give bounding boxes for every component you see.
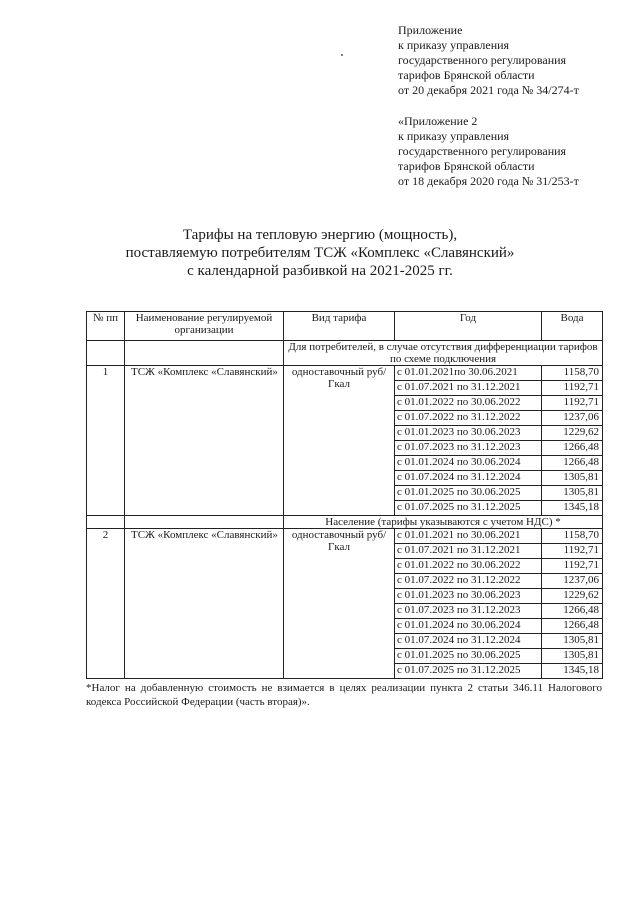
tariff-table bbox=[86, 311, 603, 679]
tariff-value: 1237,06 bbox=[542, 411, 603, 426]
tariff-value: 1229,62 bbox=[542, 589, 603, 604]
period-cell: с 01.01.2024 по 30.06.2024 bbox=[395, 456, 542, 471]
organization-name: ТСЖ «Комплекс «Славянский» bbox=[125, 529, 284, 679]
tariff-value: 1192,71 bbox=[542, 396, 603, 411]
period-cell: с 01.07.2023 по 31.12.2023 bbox=[395, 604, 542, 619]
tariff-value: 1266,48 bbox=[542, 441, 603, 456]
period-cell: с 01.07.2023 по 31.12.2023 bbox=[395, 441, 542, 456]
header-year: Год bbox=[395, 312, 542, 341]
empty-cell bbox=[87, 516, 125, 529]
tariff-type: одноставочный руб/Гкал bbox=[284, 366, 395, 516]
group-caption-row bbox=[87, 516, 603, 529]
tariff-value: 1345,18 bbox=[542, 664, 603, 679]
period-cell: с 01.01.2024 по 30.06.2024 bbox=[395, 619, 542, 634]
tariff-value: 1305,81 bbox=[542, 634, 603, 649]
appendix-line: к приказу управления bbox=[398, 129, 510, 143]
tariff-value: 1192,71 bbox=[542, 559, 603, 574]
tariff-value: 1158,70 bbox=[542, 366, 603, 381]
period-cell: с 01.01.2025 по 30.06.2025 bbox=[395, 649, 542, 664]
appendix-line: государственного регулирования bbox=[398, 144, 567, 158]
header-num: № пп bbox=[87, 312, 125, 341]
appendix-line: тарифов Брянской области bbox=[398, 68, 535, 82]
appendix-block-original bbox=[398, 114, 579, 189]
empty-cell bbox=[125, 516, 284, 529]
appendix-line: Приложение bbox=[398, 23, 463, 37]
header-org: Наименование регулируемой организации bbox=[125, 312, 284, 341]
period-cell: с 01.01.2023 по 30.06.2023 bbox=[395, 589, 542, 604]
scan-speck bbox=[341, 54, 343, 56]
table-header-row bbox=[87, 312, 603, 341]
period-cell: с 01.07.2022 по 31.12.2022 bbox=[395, 574, 542, 589]
tariff-value: 1345,18 bbox=[542, 501, 603, 516]
period-cell: с 01.07.2025 по 31.12.2025 bbox=[395, 664, 542, 679]
document-title bbox=[0, 226, 640, 280]
period-cell: с 01.07.2024 по 31.12.2024 bbox=[395, 634, 542, 649]
period-cell: с 01.07.2025 по 31.12.2025 bbox=[395, 501, 542, 516]
title-line: с календарной разбивкой на 2021-2025 гг. bbox=[187, 263, 453, 279]
row-number: 1 bbox=[87, 366, 125, 516]
tariff-value: 1305,81 bbox=[542, 471, 603, 486]
organization-name: ТСЖ «Комплекс «Славянский» bbox=[125, 366, 284, 516]
appendix-line: от 18 декабря 2020 года № 31/253-т bbox=[398, 174, 579, 188]
tariff-value: 1192,71 bbox=[542, 381, 603, 396]
tariff-value: 1237,06 bbox=[542, 574, 603, 589]
period-cell: с 01.01.2021 по 30.06.2021 bbox=[395, 529, 542, 544]
tariff-value: 1266,48 bbox=[542, 604, 603, 619]
appendix-line: к приказу управления bbox=[398, 38, 510, 52]
tariff-value: 1266,48 bbox=[542, 456, 603, 471]
period-cell: с 01.01.2025 по 30.06.2025 bbox=[395, 486, 542, 501]
table-row bbox=[87, 366, 603, 381]
tariff-value: 1158,70 bbox=[542, 529, 603, 544]
period-cell: с 01.07.2024 по 31.12.2024 bbox=[395, 471, 542, 486]
appendix-line: государственного регулирования bbox=[398, 53, 567, 67]
tariff-value: 1229,62 bbox=[542, 426, 603, 441]
appendix-block-current bbox=[398, 23, 579, 98]
period-cell: с 01.07.2021 по 31.12.2021 bbox=[395, 381, 542, 396]
period-cell: с 01.01.2022 по 30.06.2022 bbox=[395, 559, 542, 574]
title-line: поставляемую потребителям ТСЖ «Комплекс «Славянский» bbox=[125, 245, 515, 261]
period-cell: с 01.01.2022 по 30.06.2022 bbox=[395, 396, 542, 411]
tariff-table-body bbox=[87, 312, 603, 679]
period-cell: с 01.01.2023 по 30.06.2023 bbox=[395, 426, 542, 441]
tariff-value: 1192,71 bbox=[542, 544, 603, 559]
empty-cell bbox=[87, 341, 125, 366]
title-line: Тарифы на тепловую энергию (мощность), bbox=[182, 227, 458, 243]
appendix-line: от 20 декабря 2021 года № 34/274-т bbox=[398, 83, 579, 97]
group-caption: Население (тарифы указываются с учетом НДС) * bbox=[284, 516, 603, 529]
footnote: *Налог на добавленную стоимость не взимается в целях реализации пункта 2 статьи 346.11 Налогового кодекса Российской Федерации (часть вторая)». bbox=[86, 682, 602, 708]
group-caption: Для потребителей, в случае отсутствия дифференциации тарифов по схеме подключения bbox=[284, 341, 603, 366]
header-value: Вода bbox=[542, 312, 603, 341]
table-row bbox=[87, 529, 603, 544]
group-caption-row bbox=[87, 341, 603, 366]
period-cell: с 01.01.2021по 30.06.2021 bbox=[395, 366, 542, 381]
row-number: 2 bbox=[87, 529, 125, 679]
period-cell: с 01.07.2022 по 31.12.2022 bbox=[395, 411, 542, 426]
appendix-line: «Приложение 2 bbox=[398, 114, 478, 128]
empty-cell bbox=[125, 341, 284, 366]
period-cell: с 01.07.2021 по 31.12.2021 bbox=[395, 544, 542, 559]
tariff-value: 1305,81 bbox=[542, 649, 603, 664]
tariff-type: одноставочный руб/Гкал bbox=[284, 529, 395, 679]
header-type: Вид тарифа bbox=[284, 312, 395, 341]
tariff-value: 1305,81 bbox=[542, 486, 603, 501]
appendix-line: тарифов Брянской области bbox=[398, 159, 535, 173]
tariff-value: 1266,48 bbox=[542, 619, 603, 634]
